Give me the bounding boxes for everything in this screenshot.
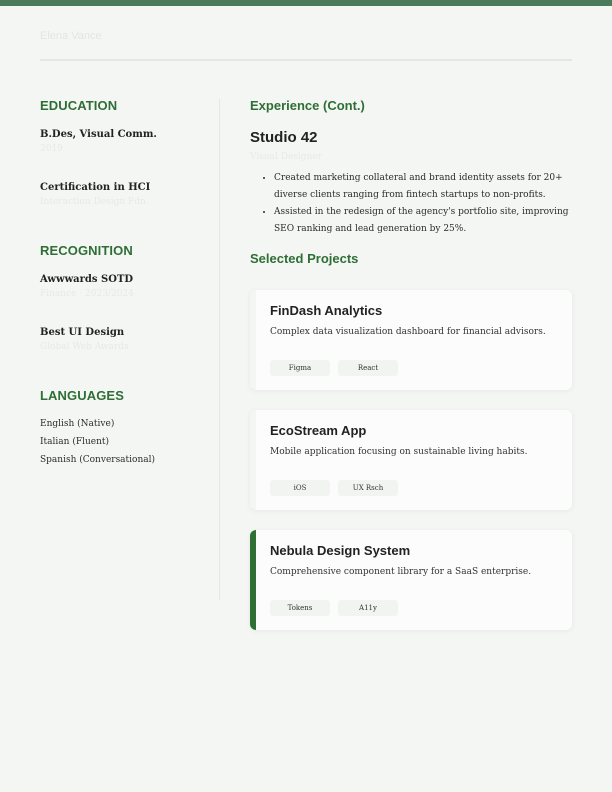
experience-bullet: • Created marketing collateral and brand identity assets for 20+ diverse clients ranging from fintech startups to non-profits.	[274, 170, 572, 204]
project-description: Mobile application focusing on sustainable living habits.	[270, 447, 528, 457]
languages-heading: LANGUAGES	[40, 388, 124, 403]
top-accent-bar	[0, 0, 612, 6]
education-item-title: Certification in HCI	[40, 182, 151, 193]
project-tag: Figma	[270, 360, 330, 376]
recognition-item-subtitle: Finance · 2023/2024	[40, 289, 134, 299]
left-column	[40, 98, 210, 469]
experience-bullet: • Assisted in the redesign of the agency's portfolio site, improving SEO ranking and lead generation by 25%.	[274, 204, 572, 238]
recognition-item	[40, 274, 210, 299]
project-tag: Tokens	[270, 600, 330, 616]
education-item-subtitle: 2019	[40, 144, 63, 154]
column-divider	[219, 99, 220, 600]
project-tag: A11y	[338, 600, 398, 616]
education-item-subtitle: Interaction Design Fdn.	[40, 197, 149, 207]
projects-heading: Selected Projects	[250, 251, 359, 266]
project-card-findash[interactable]	[250, 290, 572, 390]
right-column	[250, 98, 572, 266]
header-divider	[40, 59, 572, 61]
experience-heading: Experience (Cont.)	[250, 98, 365, 113]
job-role: Visual Designer	[250, 152, 322, 162]
project-tag: iOS	[270, 480, 330, 496]
project-tag: React	[338, 360, 398, 376]
language-item: Spanish (Conversational)	[40, 455, 156, 465]
project-card-ecostream[interactable]	[250, 410, 572, 510]
project-description: Complex data visualization dashboard for financial advisors.	[270, 327, 546, 337]
company-name: Studio 42	[250, 129, 318, 146]
language-item: Italian (Fluent)	[40, 437, 109, 447]
recognition-item-subtitle: Global Web Awards	[40, 342, 129, 352]
education-item-title: B.Des, Visual Comm.	[40, 129, 157, 140]
languages-list	[40, 415, 210, 469]
header-name: Elena Vance	[40, 30, 102, 42]
project-card-nebula[interactable]	[250, 530, 572, 630]
recognition-item	[40, 327, 210, 352]
project-tag: UX Rsch	[338, 480, 398, 496]
project-title: EcoStream App	[270, 423, 367, 438]
recognition-heading: RECOGNITION	[40, 243, 133, 258]
recognition-item-title: Best UI Design	[40, 327, 125, 338]
experience-bullets	[250, 170, 572, 238]
education-heading: EDUCATION	[40, 98, 118, 113]
education-item	[40, 129, 210, 154]
language-item: English (Native)	[40, 419, 115, 429]
project-title: FinDash Analytics	[270, 303, 383, 318]
project-title: Nebula Design System	[270, 543, 411, 558]
project-description: Comprehensive component library for a SaaS enterprise.	[270, 567, 532, 577]
education-item	[40, 182, 210, 207]
recognition-item-title: Awwwards SOTD	[40, 274, 134, 285]
